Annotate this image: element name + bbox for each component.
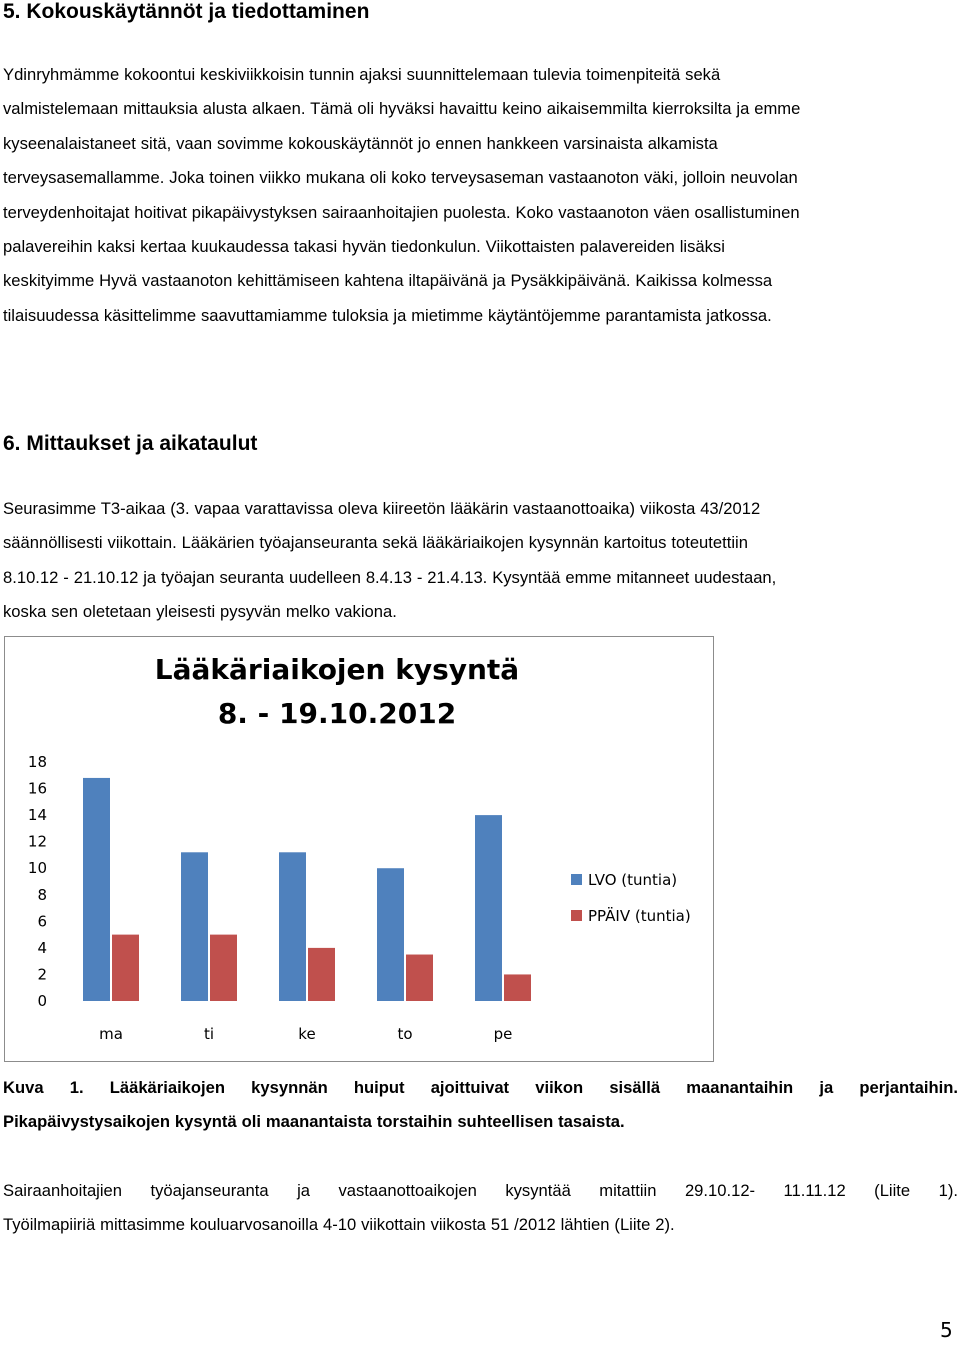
bar-lvo xyxy=(377,868,404,1001)
y-tick-label: 4 xyxy=(37,938,47,957)
closing-paragraph xyxy=(3,1174,958,1242)
bar-lvo xyxy=(181,852,208,1001)
chart-title-line: 8. - 19.10.2012 xyxy=(217,697,457,730)
section-5-heading: 5. Kokouskäytännöt ja tiedottaminen xyxy=(3,0,370,23)
bar-lvo xyxy=(279,852,306,1001)
text-line: kyseenalaistaneet sitä, vaan sovimme kokouskäytännöt jo ennen hankkeen varsinaista alkamista xyxy=(3,133,718,153)
x-tick-label: ma xyxy=(99,1025,123,1043)
bar-ppaiv xyxy=(406,955,433,1001)
y-tick-label: 0 xyxy=(37,992,47,1010)
y-tick-label: 10 xyxy=(27,859,47,878)
text-line: säännöllisesti viikottain. Lääkärien työajanseuranta sekä lääkäriaikojen kysynnän kartoitus toteutettiin xyxy=(3,533,748,553)
text-line: keskityimme Hyvä vastaanoton kehittämiseen kahtena iltapäivänä ja Pysäkkipäivänä. Kaikissa kolmessa xyxy=(3,271,773,291)
bar-ppaiv xyxy=(112,935,139,1001)
y-tick-label: 8 xyxy=(37,885,47,904)
page-number: 5 xyxy=(940,1318,953,1342)
x-tick-label: ke xyxy=(298,1025,316,1043)
text-line: tilaisuudessa käsittelimme saavuttamiamme tuloksia ja mietimme käytäntöjemme parantamista jatkossa. xyxy=(3,305,772,325)
text-line: valmistelemaan mittauksia alusta alkaen. Tämä oli hyväksi havaittu keino aikaisemmilta kierroksilta ja emme xyxy=(3,99,801,119)
y-tick-label: 6 xyxy=(37,912,47,931)
y-tick-label: 12 xyxy=(27,832,47,851)
figure-caption xyxy=(3,1071,958,1139)
demand-chart xyxy=(4,636,714,1062)
y-tick-label: 18 xyxy=(27,753,47,771)
bar-lvo xyxy=(83,778,110,1001)
x-tick-label: pe xyxy=(493,1025,513,1043)
y-tick-label: 14 xyxy=(27,806,47,825)
legend-swatch xyxy=(571,874,582,885)
bar-lvo xyxy=(475,815,502,1001)
text-line: terveysasemallamme. Joka toinen viikko mukana oli koko terveysaseman vastaanoton väki, jolloin neuvolan xyxy=(3,168,798,188)
section-6-paragraph xyxy=(3,492,958,630)
caption-line: Pikapäivystysaikojen kysyntä oli maanantaista torstaihin suhteellisen tasaista. xyxy=(3,1112,625,1131)
y-tick-label: 16 xyxy=(27,779,47,798)
caption-line: Kuva 1. Lääkäriaikojen kysynnän huiput ajoittuivat viikon sisällä maanantaihin ja perjantaihin. xyxy=(3,1078,958,1097)
text-line: Seurasimme T3-aikaa (3. vapaa varattavissa oleva kiireetön lääkärin vastaanottoaika) viikosta 43/2012 xyxy=(3,499,761,518)
text-line: 8.10.12 - 21.10.12 ja työajan seuranta uudelleen 8.4.13 - 21.4.13. Kysyntää emme mitanneet uudestaan, xyxy=(3,567,777,587)
y-tick-label: 2 xyxy=(37,965,47,984)
text-line: koska sen oletetaan yleisesti pysyvän melko vakiona. xyxy=(3,602,397,622)
legend-label: LVO (tuntia) xyxy=(588,871,678,889)
bar-ppaiv xyxy=(210,935,237,1001)
text-line: palavereihin kaksi kertaa kuukaudessa takasi hyvän tiedonkulun. Viikottaisten palavereiden lisäksi xyxy=(3,237,725,257)
legend-swatch xyxy=(571,910,582,921)
bar-ppaiv xyxy=(504,974,531,1001)
section-6-heading: 6. Mittaukset ja aikataulut xyxy=(3,432,258,455)
text-line: Sairaanhoitajien työajanseuranta ja vastaanottoaikojen kysyntää mitattiin 29.10.12- 11.11.12 (Liite 1). xyxy=(3,1181,958,1200)
x-tick-label: ti xyxy=(203,1025,215,1043)
legend-label: PPÄIV (tuntia) xyxy=(588,907,691,925)
text-line: Työilmapiiriä mittasimme kouluarvosanoilla 4-10 viikottain viikosta 51 /2012 lähtien (Liite 2). xyxy=(3,1215,675,1234)
demand-chart-svg xyxy=(5,637,713,1061)
x-tick-label: to xyxy=(397,1025,413,1043)
text-line: Ydinryhmämme kokoontui keskiviikkoisin tunnin ajaksi suunnittelemaan tulevia toimenpiteitä sekä xyxy=(3,65,721,84)
section-5-paragraph xyxy=(3,58,958,333)
bar-ppaiv xyxy=(308,948,335,1001)
chart-title-line: Lääkäriaikojen kysyntä xyxy=(154,653,520,686)
text-line: terveydenhoitajat hoitivat pikapäivystyksen sairaanhoitajien puolesta. Koko vastaanoton väen osallistuminen xyxy=(3,202,800,222)
